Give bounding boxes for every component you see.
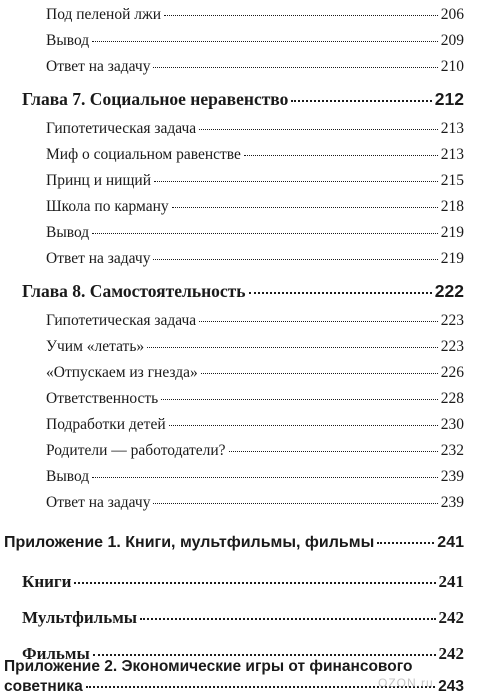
dot-leader [172, 207, 438, 208]
toc-entry-page: 230 [440, 416, 464, 433]
toc-entry-page: 215 [440, 172, 464, 189]
toc-entry-page: 209 [440, 32, 464, 49]
appendix2-title-line2: советника [4, 678, 83, 695]
toc-entry [46, 224, 464, 242]
toc-entry-page: 213 [440, 120, 464, 137]
toc-entry [46, 416, 464, 434]
toc-entry-title: Родители — работодатели? [46, 442, 226, 459]
chapter-heading [22, 89, 464, 110]
toc-entry [46, 442, 464, 460]
toc-entry-page: 218 [440, 198, 464, 215]
dot-leader [199, 129, 438, 130]
appendix-section [22, 608, 464, 628]
toc-entry [46, 58, 464, 76]
dot-leader [229, 451, 438, 452]
dot-leader [161, 399, 438, 400]
toc-entry-page: 232 [440, 442, 464, 459]
dot-leader [153, 259, 437, 260]
toc-entry-page: 228 [440, 390, 464, 407]
chapter-page: 222 [434, 281, 464, 301]
appendix-section-title: Книги [22, 572, 72, 591]
dot-leader [153, 503, 437, 504]
toc-entry-title: Ответ на задачу [46, 58, 151, 75]
toc-entry [46, 146, 464, 164]
toc-entry-title: Ответственность [46, 390, 159, 407]
dot-leader [140, 618, 435, 620]
dot-leader [153, 67, 437, 68]
dot-leader [199, 321, 438, 322]
appendix2-title-line1: Приложение 2. Экономические игры от финансового [4, 658, 413, 675]
toc-entry [46, 250, 464, 268]
toc-entry-title: Школа по карману [46, 198, 169, 215]
toc-entry-title: Учим «летать» [46, 338, 145, 355]
toc-entry-title: Гипотетическая задача [46, 312, 197, 329]
toc-entry [46, 364, 464, 382]
toc-entry [46, 32, 464, 50]
appendix2-page: 243 [438, 678, 464, 695]
chapter-title: Глава 7. Социальное неравенство [22, 89, 289, 109]
toc-entry-title: Гипотетическая задача [46, 120, 197, 137]
toc-entry-page: 239 [440, 494, 464, 511]
toc-entry [46, 6, 464, 24]
toc-entry-title: Ответ на задачу [46, 250, 151, 267]
appendix-page: 241 [437, 534, 464, 551]
chapter-heading [22, 281, 464, 302]
appendix-heading [4, 534, 464, 552]
toc-entry-title: Под пеленой лжи [46, 6, 162, 23]
toc-entry-title: Подработки детей [46, 416, 166, 433]
appendix-section-page: 242 [438, 644, 464, 663]
toc-entry [46, 120, 464, 138]
dot-leader [154, 181, 438, 182]
toc-entry [46, 494, 464, 512]
dot-leader [201, 373, 438, 374]
chapter-title: Глава 8. Самостоятельность [22, 281, 246, 301]
appendix-section-title: Мультфильмы [22, 608, 138, 627]
dot-leader [92, 41, 438, 42]
dot-leader [291, 100, 431, 102]
toc-entry [46, 338, 464, 356]
toc-entry-title: Принц и нищий [46, 172, 151, 189]
dot-leader [92, 233, 438, 234]
chapter-page: 212 [434, 89, 464, 109]
watermark: OZON.ru [378, 676, 434, 690]
dot-leader [147, 347, 438, 348]
dot-leader [377, 542, 434, 544]
toc-entry-page: 213 [440, 146, 464, 163]
toc-entry [46, 468, 464, 486]
toc-entry-page: 210 [440, 58, 464, 75]
dot-leader [169, 425, 438, 426]
toc-entry-title: Ответ на задачу [46, 494, 151, 511]
toc-entry [46, 172, 464, 190]
toc-entry-page: 219 [440, 224, 464, 241]
toc-entry-page: 223 [440, 338, 464, 355]
dot-leader [74, 582, 435, 584]
toc-entry [46, 198, 464, 216]
dot-leader [244, 155, 438, 156]
toc-entry-title: Вывод [46, 32, 90, 49]
toc-entry-page: 226 [440, 364, 464, 381]
dot-leader [164, 15, 438, 16]
toc-entry [46, 312, 464, 330]
dot-leader [92, 477, 438, 478]
toc-entry-page: 223 [440, 312, 464, 329]
dot-leader [93, 654, 436, 656]
appendix-section-page: 242 [438, 608, 464, 627]
appendix-section [22, 572, 464, 592]
appendix-title: Приложение 1. Книги, мультфильмы, фильмы [4, 534, 375, 551]
toc-entry [46, 390, 464, 408]
dot-leader [249, 292, 432, 294]
toc-entry-title: Вывод [46, 224, 90, 241]
toc-entry-page: 206 [440, 6, 464, 23]
toc-entry-page: 219 [440, 250, 464, 267]
appendix-section-page: 241 [438, 572, 464, 591]
toc-entry-title: «Отпускаем из гнезда» [46, 364, 198, 381]
toc-entry-page: 239 [440, 468, 464, 485]
appendix-section-title: Фильмы [22, 644, 90, 663]
toc-entry-title: Вывод [46, 468, 90, 485]
toc-entry-title: Миф о социальном равенстве [46, 146, 241, 163]
